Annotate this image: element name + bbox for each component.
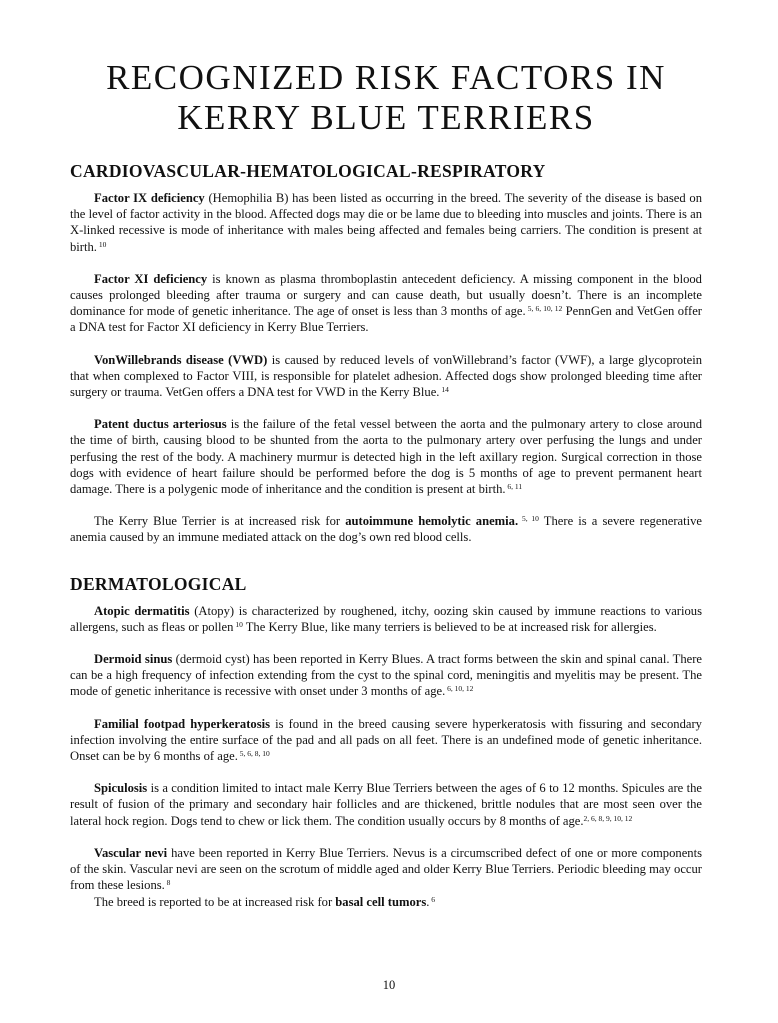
paragraph-body: is the failure of the fetal vessel between the aorta and the pulmonary artery to close around the time of birth, causing blood to be shunted from the aorta to the pulmonary artery over perfusing the lungs and under perfusing the rest of the body. A machinery murmur is detected high in the left axillary region. Surgical correction in those dogs with evidence of heart failure should be performed before the dog is 5 months of age to prevent permanent heart damage. There is a polygenic mode of inheritance and the condition is present at birth.	[70, 417, 702, 497]
reference-marker: 6	[429, 894, 436, 904]
paragraph-vascular-nevi	[70, 845, 702, 894]
paragraph-tail: PennGen and VetGen offer a DNA test for Factor XI deficiency in Kerry Blue Terriers.	[70, 304, 702, 335]
reference-marker: 2, 6, 8, 9, 10, 12	[583, 813, 633, 823]
paragraph-lead-text: The breed is reported to be at increased risk for	[94, 894, 336, 909]
reference-marker: 5, 10	[518, 514, 539, 524]
reference-marker: 10	[233, 619, 243, 629]
reference-marker: 5, 6, 10, 12	[525, 304, 563, 314]
paragraph-atopic-dermatitis	[70, 603, 702, 635]
term-familial-footpad-hyperkeratosis: Familial footpad hyperkeratosis	[94, 716, 271, 731]
paragraph-body: (dermoid cyst) has been reported in Kerry Blues. A tract forms between the skin and spinal canal. There can be a high frequency of infection extending from the cyst to the spinal cord, meningitis and myelitis may be present. The mode of genetic inheritance is recessive with onset under 3 months of age.	[70, 652, 702, 699]
term-spiculosis: Spiculosis	[94, 781, 148, 796]
title-line-1: RECOGNIZED RISK FACTORS IN	[106, 58, 666, 97]
paragraph-body: is a condition limited to intact male Kerry Blue Terriers between the ages of 6 to 12 months. Spicules are the result of fusion of the primary and secondary hair follicles and are thickened, brittle nodules that are most seen over the lateral hock region. Dogs tend to chew or lick them. The condition usually occurs by 8 months of age.	[70, 781, 702, 828]
paragraph-tail: The Kerry Blue, like many terriers is believed to be at increased risk for allergies.	[242, 619, 657, 634]
paragraph-dermoid-sinus	[70, 651, 702, 700]
paragraph-factor-ix	[70, 190, 702, 255]
paragraph-spiculosis	[70, 780, 702, 829]
section-heading-cardiovascular: CARDIOVASCULAR-HEMATOLOGICAL-RESPIRATORY	[70, 161, 546, 181]
paragraph-footpad-hyperkeratosis	[70, 716, 702, 765]
paragraph-body: have been reported in Kerry Blue Terriers. Nevus is a circumscribed defect of one or more components of the skin. Vascular nevi are seen on the scrotum of middle aged and older Kerry Blue Terriers. Periodic bleeding may occur from these lesions.	[70, 845, 702, 893]
paragraph-aiha	[70, 513, 702, 545]
term-vonwillebrands-disease: VonWillebrands disease (VWD)	[94, 352, 268, 367]
paragraph-body: (Atopy) is characterized by roughened, itchy, oozing skin caused by immune reactions to various allergens, such as fleas or pollen	[70, 603, 702, 634]
paragraph-lead-text: The Kerry Blue Terrier is at increased risk for	[94, 514, 346, 529]
reference-marker: 10	[96, 239, 107, 249]
reference-marker: 14	[439, 385, 449, 395]
paragraph-basal-cell-tumors	[70, 894, 702, 910]
paragraph-body: is found in the breed causing severe hyperkeratosis with fissuring and secondary infection involving the entire surface of the pad and all pads on all feet. There is an undefined mode of genetic inheritance. Onset can be by 6 months of age.	[70, 716, 702, 764]
paragraph-body: is caused by reduced levels of vonWillebrand’s factor (VWF), a large glycoprotein that when complexed to Factor VIII, is responsible for platelet adhesion. Affected dogs show prolonged bleeding time after surgery or trauma. VetGen offers a DNA test for VWD in the Kerry Blue.	[70, 352, 702, 400]
reference-marker: 5, 6, 8, 10	[237, 749, 270, 759]
page-title	[70, 58, 702, 138]
term-autoimmune-hemolytic-anemia: autoimmune hemolytic anemia.	[345, 514, 519, 529]
term-factor-xi-deficiency: Factor XI deficiency	[94, 271, 208, 286]
page-number: 10	[382, 978, 396, 992]
paragraph-body: (Hemophilia B) has been listed as occurring in the breed. The severity of the disease is based on the level of factor activity in the blood. Affected dogs may die or be lame due to bleeding into muscles and joints. There is an X-linked recessive is mode of inheritance with males being affected and females being carriers. The condition is present at birth.	[70, 191, 702, 254]
term-patent-ductus-arteriosus: Patent ductus arteriosus	[94, 417, 227, 432]
term-dermoid-sinus: Dermoid sinus	[94, 652, 173, 667]
term-factor-ix-deficiency: Factor IX deficiency	[94, 191, 205, 205]
paragraph-pda	[70, 416, 702, 497]
paragraph-factor-xi	[70, 271, 702, 336]
reference-marker: 6, 10, 12	[445, 684, 474, 694]
paragraph-body: is known as plasma thromboplastin antecedent deficiency. A missing component in the blood causes prolonged bleeding after trauma or surgery and can cause death, but usually doesn’t. There is an incomplete dominance for mode of genetic inheritance. The age of onset is less than 3 months of age.	[70, 271, 702, 319]
reference-marker: 8	[164, 878, 171, 888]
section-heading-dermatological: DERMATOLOGICAL	[70, 573, 247, 594]
reference-marker: 6, 11	[505, 482, 523, 492]
paragraph-tail: There is a severe regenerative anemia caused by an immune mediated attack on the dog’s own red blood cells.	[70, 514, 703, 545]
title-line-2: KERRY BLUE TERRIERS	[177, 98, 595, 137]
paragraph-vwd	[70, 352, 702, 401]
term-vascular-nevi: Vascular nevi	[94, 845, 168, 860]
term-basal-cell-tumors: basal cell tumors	[335, 894, 427, 909]
term-atopic-dermatitis: Atopic dermatitis	[94, 603, 190, 618]
paragraph-body: .	[426, 894, 430, 909]
